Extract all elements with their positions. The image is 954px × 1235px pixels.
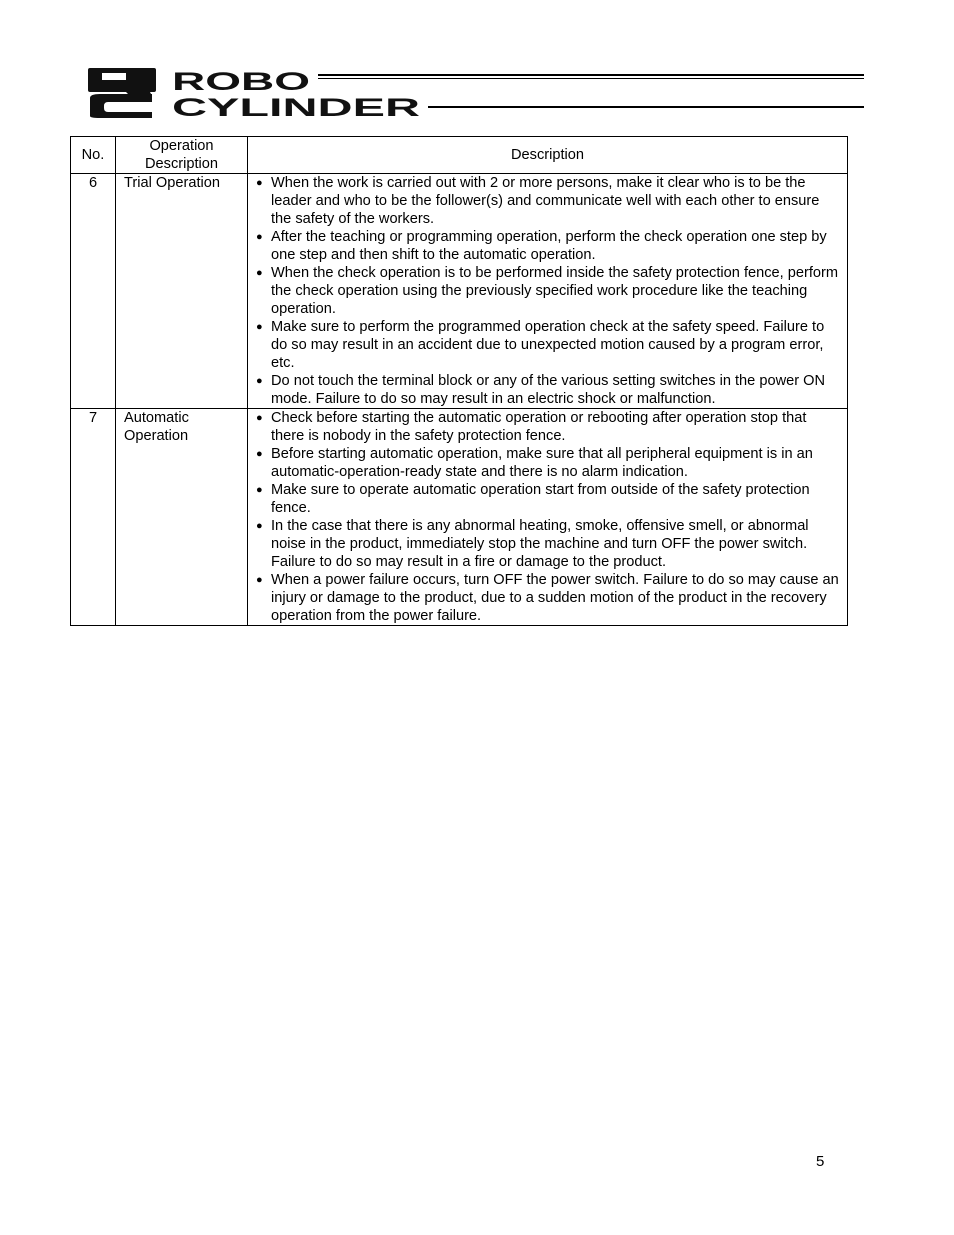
operation-name: Trial Operation: [116, 174, 248, 409]
header-rule-bottom: [428, 106, 864, 108]
bullet-item: ● Do not touch the terminal block or any of the various setting switches in the power ON mode. Failure to do so may result in an electric shock or malfunction.: [256, 372, 841, 408]
header-rule-top: [318, 74, 864, 76]
table-row: [71, 174, 848, 409]
bullet-item: ● Make sure to operate automatic operation start from outside of the safety protection fence.: [256, 481, 841, 517]
bullet-item: ● When the work is carried out with 2 or more persons, make it clear who is to be the leader and who to be the follower(s) and communicate well with each other to ensure the safety of the workers.: [256, 174, 841, 228]
header-rule-top-thin: [318, 78, 864, 79]
header-no: No.: [71, 137, 116, 174]
bullet-item: ● In the case that there is any abnormal heating, smoke, offensive smell, or abnormal noise in the product, immediately stop the machine and turn OFF the power switch. Failure to do so may result in a fire or damage to the product.: [256, 517, 841, 571]
bullet-list: [256, 409, 841, 625]
bullet-item: ● When a power failure occurs, turn OFF the power switch. Failure to do so may cause an injury or damage to the product, due to a sudden motion of the product in the recovery operation from the power failure.: [256, 571, 841, 625]
row-number: 7: [71, 409, 116, 626]
page-number: 5: [816, 1153, 825, 1170]
logo-line1: ROBO: [172, 68, 310, 96]
operation-name: Automatic Operation: [116, 409, 248, 626]
header-description: Description: [248, 137, 848, 174]
bullet-item: ● Check before starting the automatic operation or rebooting after operation stop that there is nobody in the safety protection fence.: [256, 409, 841, 445]
header-operation: Operation Description: [116, 137, 248, 174]
bullet-item: ● Before starting automatic operation, make sure that all peripheral equipment is in an automatic-operation-ready state and there is no alarm indication.: [256, 445, 841, 481]
description-cell: [248, 409, 848, 626]
bullet-item: ● When the check operation is to be performed inside the safety protection fence, perform the check operation using the previously specified work procedure like the teaching operation.: [256, 264, 841, 318]
rc-mark-icon: [88, 68, 156, 118]
row-number: 6: [71, 174, 116, 409]
table-header-row: [71, 137, 848, 174]
description-cell: [248, 174, 848, 409]
logo-line2: CYLINDER: [172, 94, 420, 120]
table-row: [71, 409, 848, 626]
bullet-item: ● After the teaching or programming operation, perform the check operation one step by one step and then shift to the automatic operation.: [256, 228, 841, 264]
operation-table: [70, 136, 848, 626]
bullet-item: ● Make sure to perform the programmed operation check at the safety speed. Failure to do so may result in an accident due to unexpected motion caused by a program error, etc.: [256, 318, 841, 372]
bullet-list: [256, 174, 841, 408]
